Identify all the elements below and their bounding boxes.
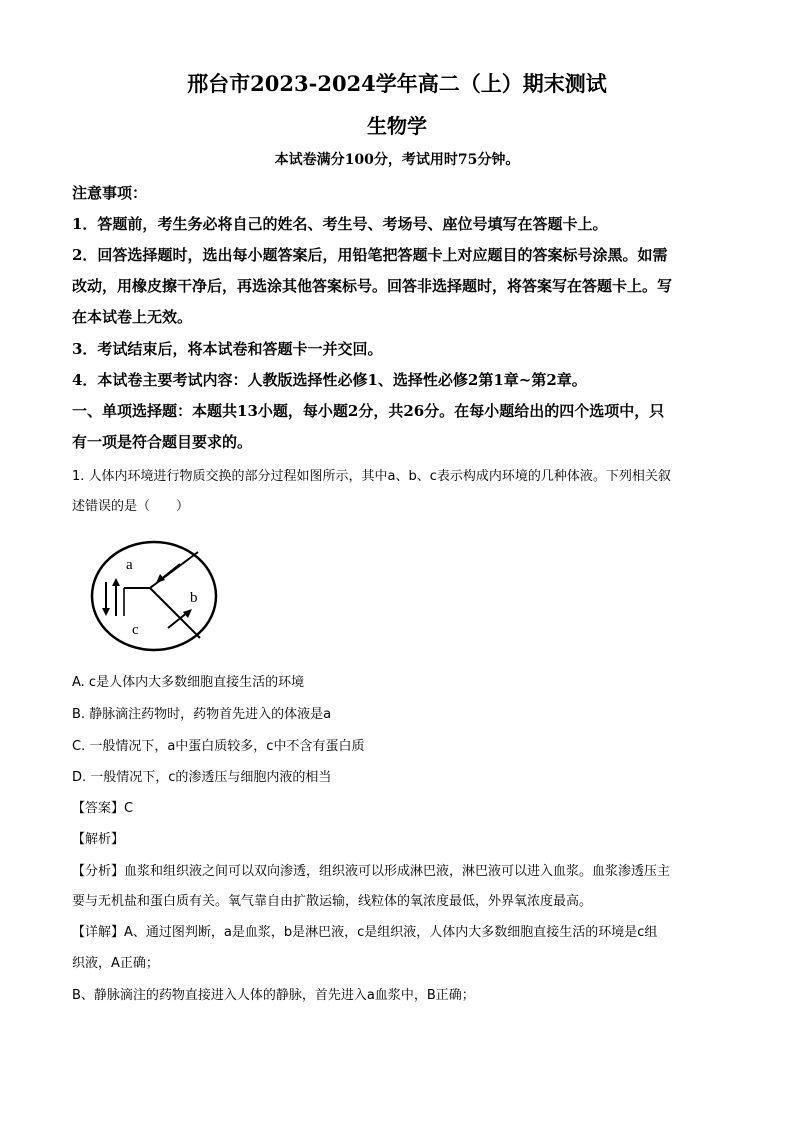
option-a: A. c是人体内大多数细胞直接生活的环境 [72, 675, 305, 690]
option-b: B. 静脉滴注药物时，药物首先进入的体液是a [72, 707, 332, 722]
section-heading: 一、单项选择题：本题共13小题，每小题2分，共26分。在每小题给出的四个选项中，只 [72, 402, 665, 420]
arrow-up-head [112, 578, 120, 586]
label-c: c [132, 622, 139, 638]
question-stem-cont: 述错误的是（ ） [72, 499, 190, 514]
analysis-line: 要与无机盐和蛋白质有关。氧气靠自由扩散运输，线粒体的氧浓度最低，外界氧浓度最高。 [72, 894, 593, 909]
option-c: C. 一般情况下，a中蛋白质较多，c中不含有蛋白质 [72, 739, 365, 754]
arrow-down-head [102, 608, 110, 616]
notice-item: 3．考试结束后，将本试卷和答题卡一并交回。 [72, 340, 383, 358]
analysis-line: 【分析】血浆和组织液之间可以双向渗透，组织液可以形成淋巴液，淋巴液可以进入血浆。血浆渗透压主 [72, 864, 671, 879]
arrow-c-to-b [168, 612, 188, 628]
answer: 【答案】C [72, 801, 134, 816]
analysis-heading: 【解析】 [72, 832, 125, 847]
analysis-line: 【详解】A、通过图判断，a是血浆，b是淋巴液，c是组织液，人体内大多数细胞直接生活的环境是c组 [72, 925, 658, 940]
notice-item: 2．回答选择题时，选出每小题答案后，用铅笔把答题卡上对应题目的答案标号涂黑。如需 [72, 246, 668, 264]
notice-item: 1．答题前，考生务必将自己的姓名、考生号、考场号、座位号填写在答题卡上。 [72, 215, 608, 233]
notice-item: 在本试卷上无效。 [72, 308, 193, 326]
analysis-line: 织液，A正确； [72, 956, 159, 971]
arrow-c-to-b-head [183, 609, 192, 618]
label-a: a [126, 557, 133, 573]
notice-heading: 注意事项： [72, 184, 148, 202]
option-d: D. 一般情况下，c的渗透压与细胞内液的相当 [72, 770, 332, 785]
subject-title: 生物学 [367, 114, 427, 138]
analysis-line: B、静脉滴注的药物直接进入人体的静脉，首先进入a血浆中，B正确； [72, 988, 475, 1003]
label-b: b [190, 590, 198, 606]
arrow-b-to-a [160, 564, 180, 580]
notice-item: 改动，用橡皮擦干净后，再选涂其他答案标号。回答非选择题时，将答案写在答题卡上。写 [72, 277, 673, 295]
arrow-b-to-a-head [156, 574, 165, 583]
section-heading-cont: 有一项是符合题目要求的。 [72, 433, 253, 451]
exam-info: 本试卷满分100分，考试用时75分钟。 [274, 152, 520, 168]
exam-title: 邢台市2023-2024学年高二（上）期末测试 [187, 71, 607, 96]
question-stem: 1. 人体内环境进行物质交换的部分过程如图所示，其中a、b、c表示构成内环境的几种体液。下列相关叙 [72, 469, 671, 484]
notice-item: 4．本试卷主要考试内容：人教版选择性必修1、选择性必修2第1章~第2章。 [72, 371, 587, 389]
body-fluid-diagram [86, 538, 222, 654]
